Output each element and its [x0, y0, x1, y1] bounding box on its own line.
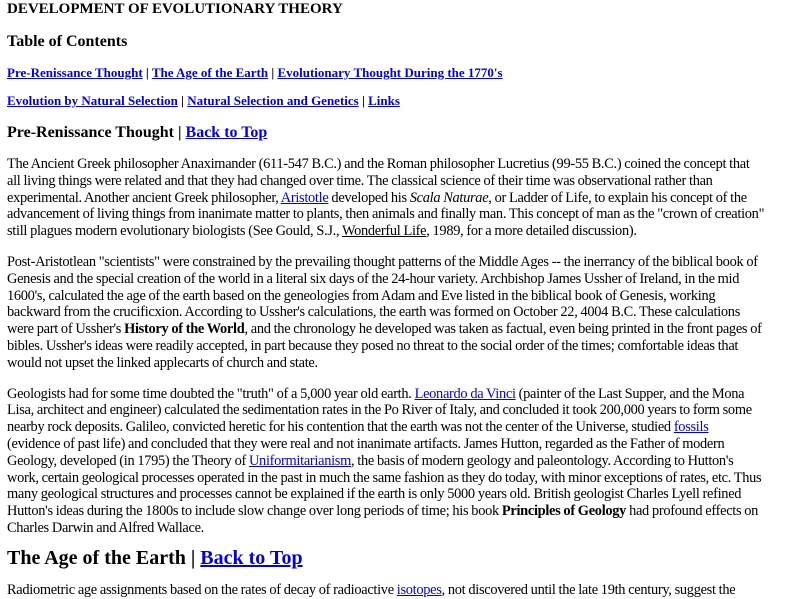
toc-link-natural-selection[interactable]: Evolution by Natural Selection: [7, 93, 178, 108]
text-line: [7, 304, 793, 321]
text-line: [7, 355, 793, 372]
text: advancement of living things from inanimate matter to plants, then animals and finally man. This concept of man as the "crown of creation": [7, 206, 765, 223]
toc-row: [7, 65, 793, 81]
paragraph: [7, 254, 793, 372]
text-line: [7, 582, 793, 599]
text-line: [7, 402, 793, 419]
text-line: [7, 321, 793, 338]
text: (evidence of past life) and concluded that they were real and not inanimate artifacts. James Hutton, regarded as the Father of modern: [7, 435, 725, 452]
text-line: [7, 503, 793, 520]
inline-link[interactable]: fossils: [673, 419, 709, 436]
text: all living things were related and that they had changed over time. The classical science of their time was observational rather than: [7, 172, 713, 189]
text: , or Ladder of Life, to explain his concept of the: [488, 189, 747, 206]
back-to-top-link[interactable]: Back to Top: [185, 124, 268, 141]
text: many geological structures and processes cannot be explained if the earth is only 5000 years old. British geologist Charles Lyell refined: [7, 486, 742, 503]
toc-link-1770s[interactable]: Evolutionary Thought During the 1770's: [277, 65, 503, 80]
text: , not discovered until the late 19th century, suggest the: [441, 581, 736, 598]
text-line: [7, 520, 793, 537]
separator: |: [361, 93, 365, 108]
text: Radiometric age assignments based on the rates of decay of radioactive: [7, 581, 397, 598]
text-line: [7, 254, 793, 271]
inline-link[interactable]: isotopes: [396, 581, 442, 598]
text-line: [7, 288, 793, 305]
text-line: [7, 436, 793, 453]
section-title: Pre-Renissance Thought: [7, 124, 174, 141]
text: Charles Darwin and Alfred Wallace.: [7, 519, 204, 536]
toc-link-age-of-earth[interactable]: The Age of the Earth: [151, 65, 269, 80]
text: Post-Aristotlean "scientists" were constrained by the prevailing thought patterns of the Middle Ages -- the inerrancy of the biblical book of: [7, 253, 758, 270]
book-title: Wonderful Life: [341, 223, 427, 240]
text: were part of Ussher's: [7, 321, 125, 338]
text: experimental. Another ancient Greek philosopher,: [7, 189, 281, 206]
text: would not upset the linked applecarts of church and state.: [7, 354, 318, 371]
text-line: [7, 419, 793, 436]
section-title: The Age of the Earth: [7, 546, 186, 569]
bold-title: History of the World: [124, 321, 245, 338]
text: The Ancient Greek philosopher Anaximander (611-547 B.C.) and the Roman philosopher Lucretius (99-55 B.C.) coined the concept that: [7, 156, 750, 172]
text: work, certain geological processes operated in the past in much the same fashion as they do today, with minor exceptions of rates, etc. Thus: [7, 469, 762, 486]
text: Lisa, architect and engineer) calculated the sedimentation rates in the Po River of Italy, and concluded it took 200,000 years to form some: [7, 402, 752, 419]
text: , and the chronology he developed was taken as factual, even being printed in the front pages of: [244, 321, 762, 338]
bold-title: Principles of Geology: [501, 503, 627, 520]
text: Geologists had for some time doubted the "truth" of a 5,000 year old earth.: [7, 385, 415, 402]
toc-link-links[interactable]: Links: [368, 93, 400, 108]
section-heading-pre-renissance: [7, 123, 793, 142]
paragraph: [7, 156, 793, 240]
paragraph: [7, 386, 793, 537]
text: bibles. Ussher's ideas were readily accepted, in part because they posed no threat to the social order of the times; comfortable ideas that: [7, 337, 739, 354]
text: nearby rock deposits. Galileo, convicted heretic for his contention that the earth was not the center of the Universe, studied: [7, 419, 674, 436]
text: had profound effects on: [626, 503, 759, 520]
toc-link-pre-renissance[interactable]: Pre-Renissance Thought: [7, 65, 143, 80]
text-line: [7, 486, 793, 503]
inline-link[interactable]: Leonardo da Vinci: [414, 385, 516, 402]
page-title: DEVELOPMENT OF EVOLUTIONARY THEORY: [7, 1, 343, 17]
text: (painter of the Last Supper, and the Mona: [515, 385, 745, 402]
paragraph: [7, 582, 793, 599]
text-line: [7, 156, 793, 173]
back-to-top-link[interactable]: Back to Top: [200, 546, 303, 569]
text: developed his: [328, 189, 410, 206]
separator: |: [177, 124, 182, 141]
text-line: [7, 453, 793, 470]
text: Genesis and the special creation of the world in a literal six days of the 24-hour variety. Archbishop James Ussher of Ireland, in the mid: [7, 270, 740, 287]
text-line: [7, 271, 793, 288]
text-line: [7, 470, 793, 487]
toc-heading: Table of Contents: [7, 33, 128, 50]
italic-term: Scala Naturae: [409, 189, 489, 206]
text-line: [7, 386, 793, 403]
text-line: [7, 173, 793, 190]
text: still plagues modern evolutionary biologists (See Gould, S.J.,: [7, 223, 342, 240]
text-line: [7, 223, 793, 240]
text: Hutton's ideas during the 1800s to include slow change over long periods of time; his book: [7, 503, 502, 520]
text-line: [7, 338, 793, 355]
text-line: [7, 190, 793, 207]
text: 1600's, calculated the age of the earth based on the geneologies from Adam and Eve listed in the biblical book of Genesis, working: [7, 287, 716, 304]
text: Geology, developed (in 1795) the Theory of: [7, 452, 249, 469]
inline-link[interactable]: Aristotle: [280, 189, 329, 206]
text-line: [7, 206, 793, 223]
separator: |: [190, 546, 196, 569]
text: , the basis of modern geology and paleontology. According to Hutton's: [350, 452, 734, 469]
separator: |: [181, 93, 184, 108]
text: backward from the crucificxion. According to Ussher's calculations, the earth was formed on October 22, 4004 B.C. These calculations: [7, 304, 740, 321]
inline-link[interactable]: Uniformitarianism: [248, 452, 351, 469]
section-heading-age-of-earth: [7, 546, 793, 570]
separator: |: [271, 65, 275, 80]
separator: |: [145, 65, 149, 80]
toc-row: [7, 93, 793, 109]
text: , 1989, for a more detailed discussion).: [426, 223, 637, 240]
toc-link-genetics[interactable]: Natural Selection and Genetics: [187, 93, 359, 108]
